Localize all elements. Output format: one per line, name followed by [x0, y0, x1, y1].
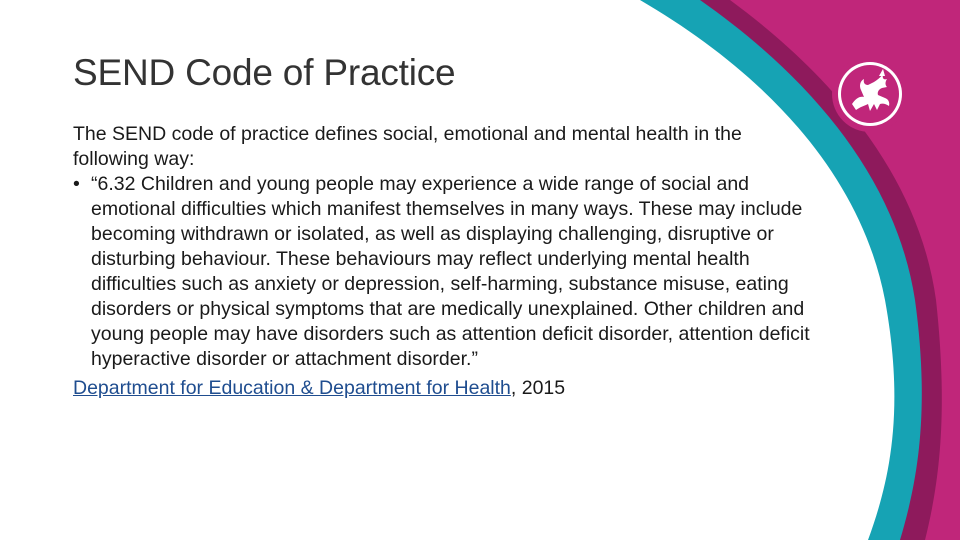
intro-paragraph: The SEND code of practice defines social, emotional and mental health in the following way:: [73, 123, 742, 170]
quote-text: “6.32 Children and young people may experience a wide range of social and emotional difficulties which manifest themselves in many ways. These may include becoming withdrawn or isolated, as well as displaying challenging, disruptive or disturbing behaviour. These behaviours may reflect underlying mental health difficulties such as anxiety or depression, self-harming, substance misuse, eating disorders or physical symptoms that are medically unexplained. Other children and young people may have disorders such as attention deficit disorder, attention deficit hyperactive disorder or attachment disorder.”: [91, 173, 810, 370]
quote-bullet: [73, 172, 813, 372]
source-year: , 2015: [510, 377, 566, 399]
source-citation: [73, 376, 813, 401]
welsh-dragon-icon: [830, 54, 910, 134]
bullet-marker: •: [73, 173, 80, 195]
slide-title: SEND Code of Practice: [73, 52, 456, 93]
source-link[interactable]: Department for Education & Department for Health: [73, 377, 511, 399]
slide-body: [73, 122, 813, 401]
